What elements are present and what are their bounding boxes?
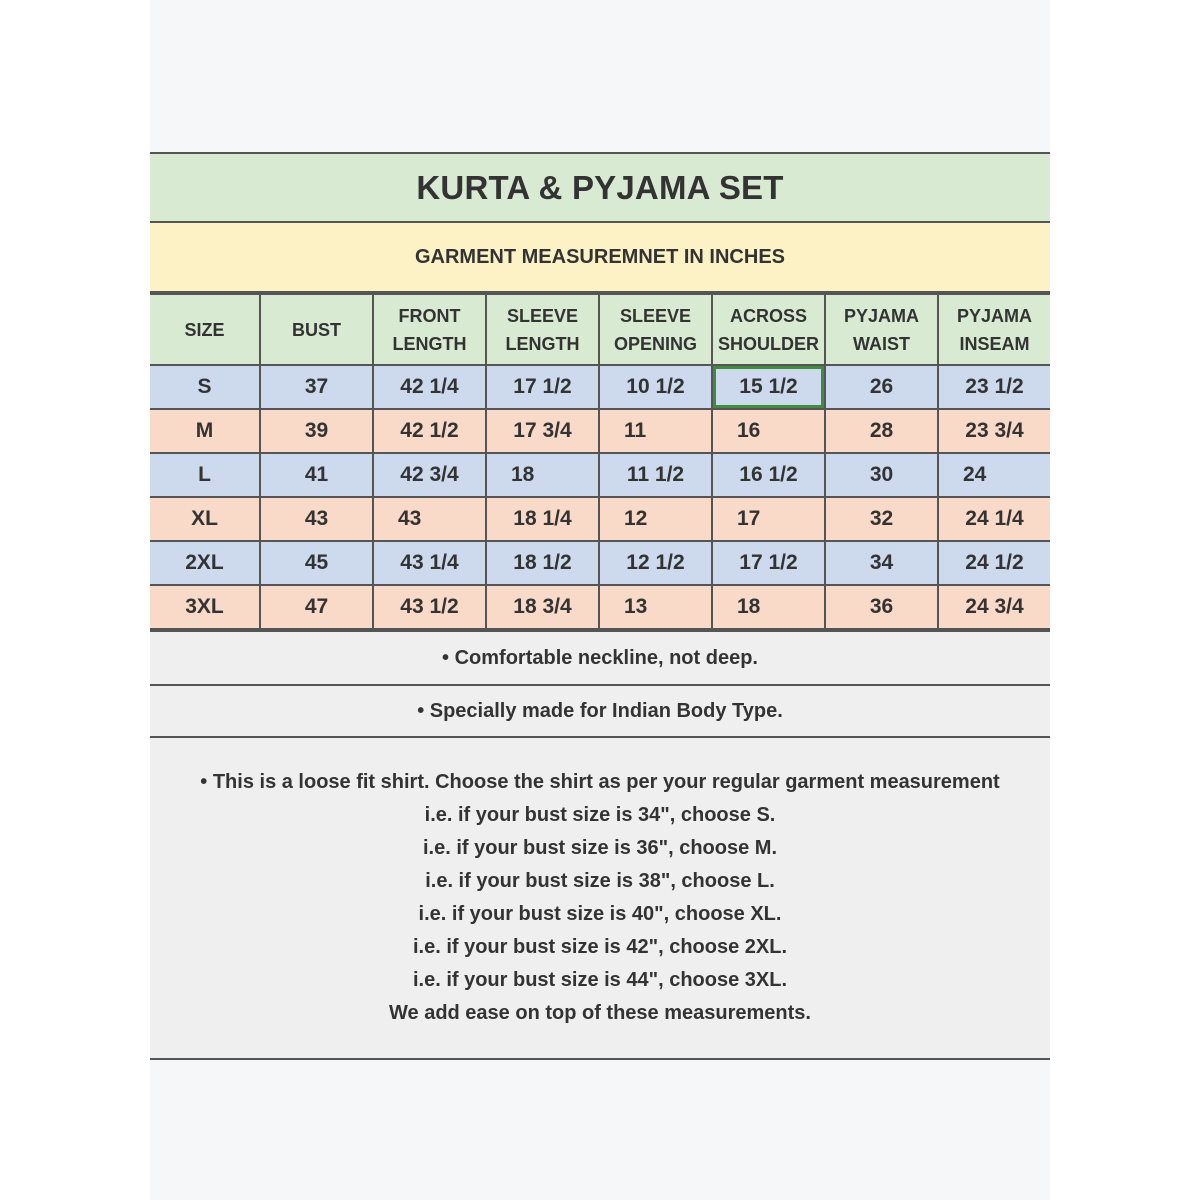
header-bust: BUST	[260, 294, 373, 365]
table-row	[150, 585, 1050, 629]
size-chart-sheet	[150, 152, 1050, 1060]
note-body-type: • Specially made for Indian Body Type.	[150, 686, 1050, 738]
table-cell[interactable]: 41	[260, 453, 373, 497]
guidance-line: i.e. if your bust size is 36", choose M.	[422, 837, 778, 859]
table-cell[interactable]: 17 1/2	[712, 541, 825, 585]
table-cell[interactable]: 24 3/4	[938, 585, 1050, 629]
table-cell[interactable]: 45	[260, 541, 373, 585]
header-pyjama-inseam: PYJAMA INSEAM	[938, 294, 1050, 365]
table-cell[interactable]: 43 1/4	[373, 541, 486, 585]
header-size: SIZE	[150, 294, 260, 365]
table-cell[interactable]: 42 3/4	[373, 453, 486, 497]
table-cell[interactable]: 26	[825, 365, 938, 409]
table-cell[interactable]: L	[150, 453, 260, 497]
table-cell[interactable]: 16	[712, 409, 825, 453]
table-row	[150, 541, 1050, 585]
table-cell[interactable]: 39	[260, 409, 373, 453]
table-cell[interactable]: 47	[260, 585, 373, 629]
chart-subtitle: GARMENT MEASUREMNET IN INCHES	[150, 223, 1050, 293]
guidance-line: • This is a loose fit shirt. Choose the shirt as per your regular garment measurement	[200, 771, 1000, 793]
sizing-guidance	[150, 738, 1050, 1060]
table-cell[interactable]: 10 1/2	[599, 365, 712, 409]
table-cell[interactable]: 3XL	[150, 585, 260, 629]
table-cell[interactable]: 28	[825, 409, 938, 453]
header-sleeve-length: SLEEVE LENGTH	[486, 294, 599, 365]
header-row	[150, 294, 1050, 365]
table-cell[interactable]: 36	[825, 585, 938, 629]
table-cell[interactable]: 34	[825, 541, 938, 585]
table-cell[interactable]: 18 1/2	[486, 541, 599, 585]
table-cell[interactable]: S	[150, 365, 260, 409]
table-cell[interactable]: 24	[938, 453, 1050, 497]
table-row	[150, 365, 1050, 409]
header-across-shoulder: ACROSS SHOULDER	[712, 294, 825, 365]
table-cell[interactable]: 43 1/2	[373, 585, 486, 629]
guidance-line: i.e. if your bust size is 44", choose 3XL.	[412, 969, 788, 991]
table-cell[interactable]: 12	[599, 497, 712, 541]
table-cell[interactable]: 37	[260, 365, 373, 409]
table-cell[interactable]: 11	[599, 409, 712, 453]
table-cell[interactable]: 11 1/2	[599, 453, 712, 497]
table-cell[interactable]: 42 1/4	[373, 365, 486, 409]
table-cell[interactable]: 23 3/4	[938, 409, 1050, 453]
table-cell[interactable]: 24 1/4	[938, 497, 1050, 541]
note-neckline: • Comfortable neckline, not deep.	[150, 630, 1050, 686]
table-cell[interactable]: 12 1/2	[599, 541, 712, 585]
table-cell[interactable]: 17 1/2	[486, 365, 599, 409]
guidance-line: We add ease on top of these measurements.	[389, 1002, 811, 1024]
table-cell[interactable]: 16 1/2	[712, 453, 825, 497]
table-cell[interactable]: 17 3/4	[486, 409, 599, 453]
header-pyjama-waist: PYJAMA WAIST	[825, 294, 938, 365]
guidance-line: i.e. if your bust size is 34", choose S.	[424, 804, 776, 826]
guidance-line: i.e. if your bust size is 42", choose 2XL.	[412, 936, 788, 958]
measurement-table	[150, 293, 1050, 630]
table-cell[interactable]: 24 1/2	[938, 541, 1050, 585]
chart-title: KURTA & PYJAMA SET	[150, 152, 1050, 223]
table-cell[interactable]: 18 1/4	[486, 497, 599, 541]
selected-table-cell[interactable]: 15 1/2	[712, 365, 825, 409]
table-cell[interactable]: M	[150, 409, 260, 453]
table-cell[interactable]: 23 1/2	[938, 365, 1050, 409]
guidance-line: i.e. if your bust size is 38", choose L.	[425, 870, 775, 892]
table-cell[interactable]: 18 3/4	[486, 585, 599, 629]
page	[150, 0, 1050, 1200]
header-front-length: FRONT LENGTH	[373, 294, 486, 365]
table-row	[150, 409, 1050, 453]
table-cell[interactable]: 30	[825, 453, 938, 497]
table-row	[150, 453, 1050, 497]
table-row	[150, 497, 1050, 541]
table-cell[interactable]: 42 1/2	[373, 409, 486, 453]
table-cell[interactable]: 43	[260, 497, 373, 541]
table-cell[interactable]: XL	[150, 497, 260, 541]
table-cell[interactable]: 17	[712, 497, 825, 541]
guidance-line: i.e. if your bust size is 40", choose XL.	[418, 903, 782, 925]
table-cell[interactable]: 18	[712, 585, 825, 629]
table-cell[interactable]: 32	[825, 497, 938, 541]
table-cell[interactable]: 43	[373, 497, 486, 541]
table-cell[interactable]: 13	[599, 585, 712, 629]
table-cell[interactable]: 18	[486, 453, 599, 497]
header-sleeve-opening: SLEEVE OPENING	[599, 294, 712, 365]
table-cell[interactable]: 2XL	[150, 541, 260, 585]
